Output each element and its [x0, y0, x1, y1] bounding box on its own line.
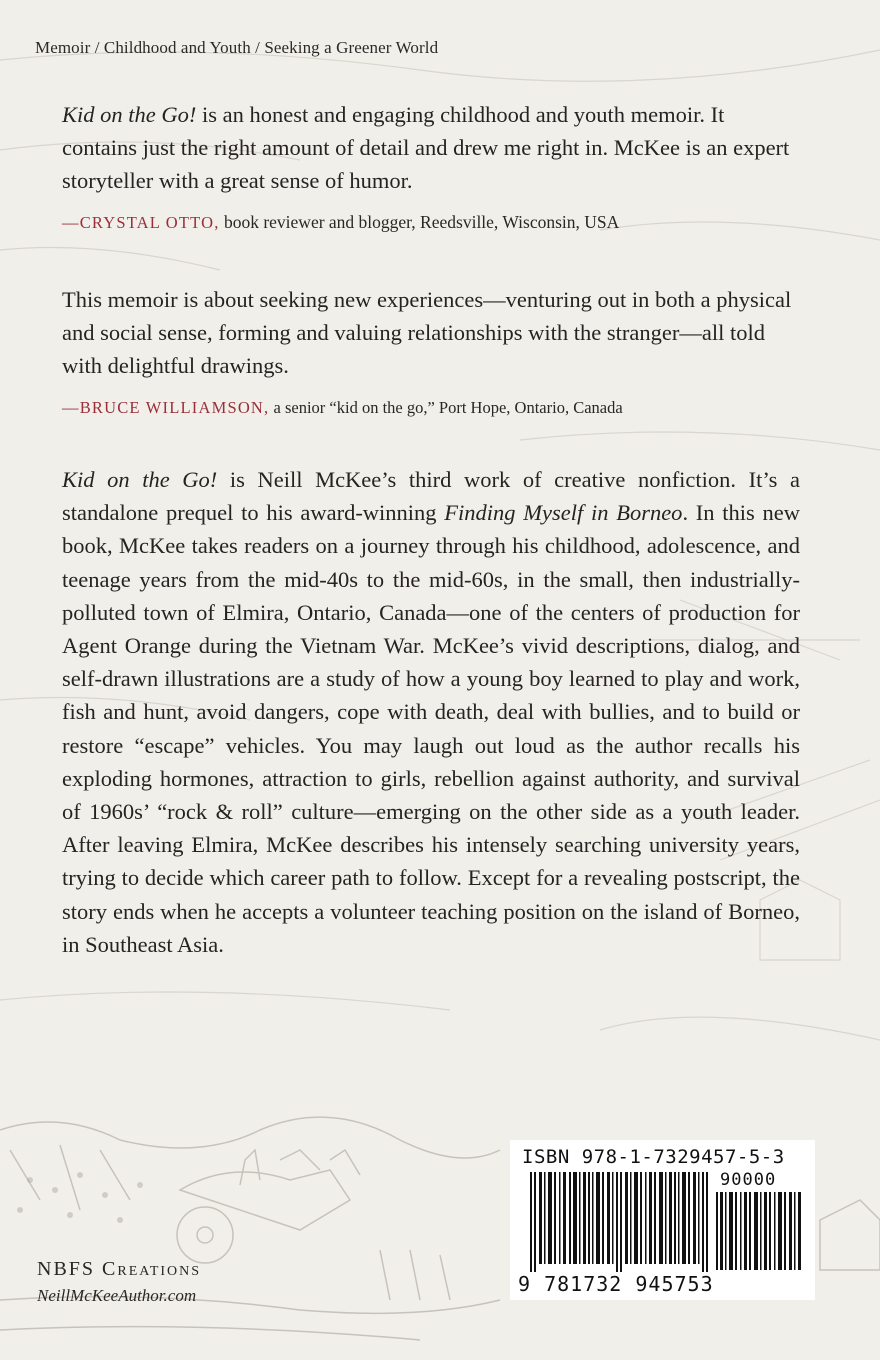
blurb-attribution-2 [62, 397, 623, 418]
blurb-quote-2: This memoir is about seeking new experiences—venturing out in both a physical and social sense, forming and valuing relationships with the stranger—all told with delightful drawings. [62, 287, 792, 378]
ean-digits: 9 781732 945753 [518, 1272, 714, 1296]
isbn-barcode [510, 1140, 815, 1300]
reviewer-name: —CRYSTAL OTTO, [62, 213, 220, 232]
blurb-attribution-1 [62, 212, 619, 233]
reviewer-detail: book reviewer and blogger, Reedsville, Wisconsin, USA [219, 212, 620, 232]
reviewer-detail: a senior “kid on the go,” Port Hope, Ontario, Canada [269, 398, 623, 417]
blurb-quote-1 [62, 98, 802, 197]
description-text-part-2: . In this new book, McKee takes readers on a journey through his childhood, adolescence, and teenage years from the mid-40s to the mid-60s, in the small, then industrially-polluted town of Elmira, Ontario, Canada—one of the centers of production for Agent Orange during the Vietnam War. McKee’s vivid descriptions, dialog, and self-drawn illustrations are a study of how a young boy learned to play and work, fish and hunt, avoid dangers, cope with death, deal with bullies, and to build or restore “escape” vehicles. You may laugh out loud as the author recalls his exploding hormones, attraction to girls, rebellion against authority, and survival of 1960s’ “rock & roll” culture—emerging on the other side as a youth leader. After leaving Elmira, McKee describes his intensely searching university years, trying to decide which career path to follow. Except for a revealing postscript, the story ends when he accepts a volunteer teaching position on the island of Borneo, in Southeast Asia. [62, 500, 800, 957]
prequel-title-italic: Finding Myself in Borneo [444, 500, 683, 526]
isbn-label: ISBN 978-1-7329457-5-3 [522, 1146, 785, 1168]
category-line: Memoir / Childhood and Youth / Seeking a Greener World [35, 38, 439, 57]
ean-barcode-bars [530, 1172, 710, 1272]
book-description [62, 463, 800, 961]
blurb-text: is an honest and engaging childhood and youth memoir. It contains just the right amount of detail and drew me right in. McKee is an expert storyteller with a great sense of humor. [62, 102, 790, 193]
book-title-italic: Kid on the Go! [62, 102, 197, 127]
book-title-italic: Kid on the Go! [62, 467, 218, 492]
reviewer-name: —BRUCE WILLIAMSON, [62, 398, 270, 417]
addon-barcode-bars [716, 1192, 806, 1270]
publisher-name: NBFS Creations [37, 1258, 202, 1280]
author-website-link[interactable]: NeillMcKeeAuthor.com [37, 1286, 197, 1305]
description-text-part-1: is Neill McKee’s third work of creative nonfiction. It’s a standalone prequel to his award-winning [62, 467, 800, 526]
price-code: 90000 [720, 1170, 777, 1190]
